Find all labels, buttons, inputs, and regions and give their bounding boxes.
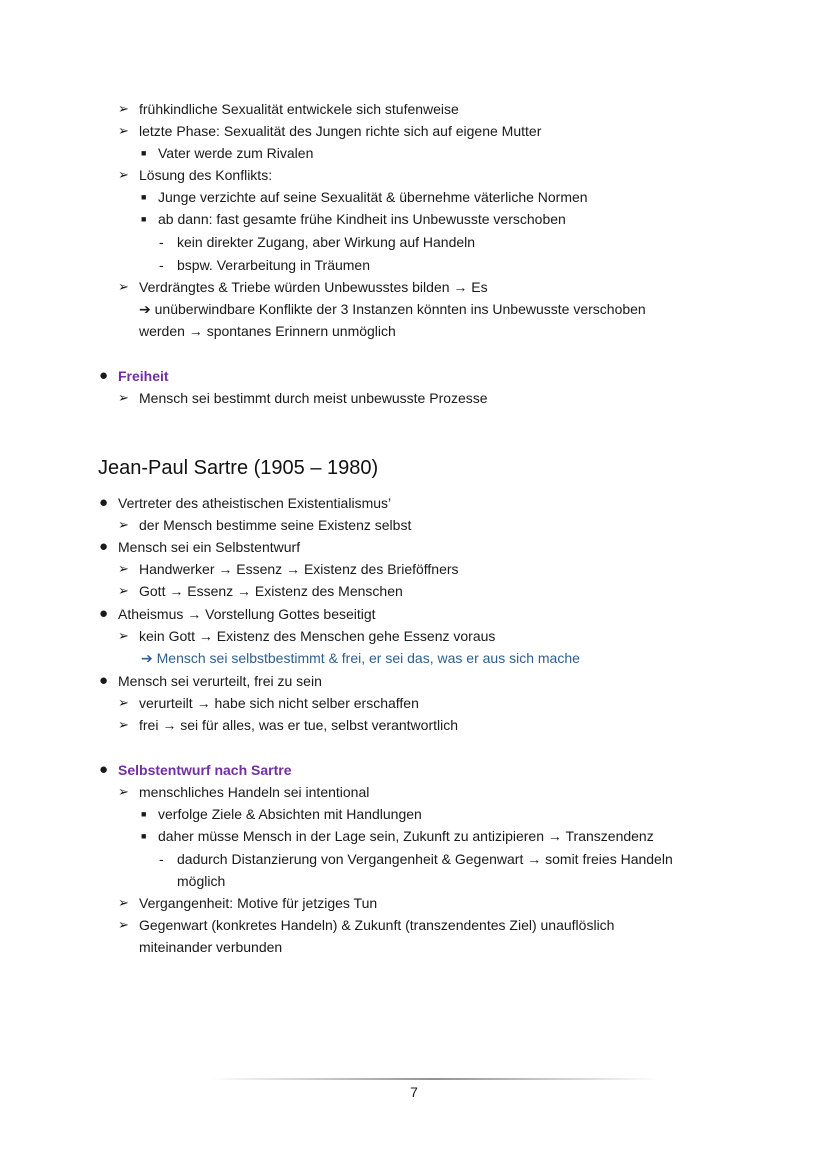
page-number: 7	[410, 1084, 418, 1100]
round-bullet-icon: ●	[99, 761, 109, 778]
arrow-bullet-icon: ➢	[118, 895, 129, 910]
square-bullet-icon: ■	[141, 214, 147, 224]
round-bullet-icon: ●	[99, 672, 109, 689]
round-bullet-icon: ●	[99, 538, 109, 555]
text-line: miteinander verbunden	[139, 939, 283, 955]
arrow-bullet-icon: ➢	[118, 279, 129, 294]
text-line: ➔ unüberwindbare Konflikte der 3 Instanzen könnten ins Unbewusste verschoben	[139, 301, 646, 317]
arrow-bullet-icon: ➢	[118, 561, 129, 576]
round-bullet-icon: ●	[99, 494, 109, 511]
arrow-bullet-icon: ➢	[118, 695, 129, 710]
arrow-bullet-icon: ➢	[118, 123, 129, 138]
round-bullet-icon: ●	[99, 367, 109, 384]
arrow-bullet-icon: ➢	[118, 517, 129, 532]
text-line: Lösung des Konflikts:	[139, 167, 273, 183]
text-line: letzte Phase: Sexualität des Jungen richte sich auf eigene Mutter	[139, 123, 542, 139]
arrow-bullet-icon: ➢	[118, 917, 129, 932]
text-line: Vergangenheit: Motive für jetziges Tun	[139, 895, 378, 911]
text-line: Junge verzichte auf seine Sexualität & übernehme väterliche Normen	[158, 189, 588, 205]
text-line: Vertreter des atheistischen Existentialismus’	[118, 495, 392, 511]
dash-bullet-icon: -	[159, 234, 164, 250]
text-line: Atheismus → Vorstellung Gottes beseitigt	[118, 606, 376, 622]
arrow-bullet-icon: ➢	[118, 583, 129, 598]
round-bullet-icon: ●	[99, 605, 109, 622]
text-line: daher müsse Mensch in der Lage sein, Zukunft zu antizipieren → Transzendenz	[158, 828, 654, 844]
sartre-heading: Jean-Paul Sartre (1905 – 1980)	[98, 457, 379, 479]
arrow-bullet-icon: ➢	[118, 784, 129, 799]
text-line: frei → sei für alles, was er tue, selbst verantwortlich	[139, 717, 459, 733]
dash-bullet-icon: -	[159, 257, 164, 273]
text-line: Verdrängtes & Triebe würden Unbewusstes bilden → Es	[139, 279, 488, 295]
text-line: menschliches Handeln sei intentional	[139, 784, 370, 800]
square-bullet-icon: ■	[141, 192, 147, 202]
text-line: Mensch sei verurteilt, frei zu sein	[118, 673, 322, 689]
text-line: kein direkter Zugang, aber Wirkung auf Handeln	[177, 234, 476, 250]
arrow-bullet-icon: ➢	[118, 717, 129, 732]
text-line: dadurch Distanzierung von Vergangenheit & Gegenwart → somit freies Handeln	[177, 851, 673, 867]
arrow-bullet-icon: ➢	[118, 167, 129, 182]
text-line: kein Gott → Existenz des Menschen gehe Essenz voraus	[139, 628, 496, 644]
text-line: bspw. Verarbeitung in Träumen	[177, 257, 371, 273]
text-line: möglich	[177, 873, 226, 889]
text-line: Mensch sei bestimmt durch meist unbewusste Prozesse	[139, 390, 488, 406]
arrow-bullet-icon: ➢	[118, 390, 129, 405]
footer-divider	[210, 1078, 660, 1080]
text-line: verurteilt → habe sich nicht selber erschaffen	[139, 695, 419, 711]
section-title-freiheit: Freiheit	[118, 368, 169, 384]
text-line: Gott → Essenz → Existenz des Menschen	[139, 583, 403, 599]
text-line: Vater werde zum Rivalen	[158, 145, 314, 161]
arrow-bullet-icon: ➢	[118, 628, 129, 643]
section-title-selbstentwurf: Selbstentwurf nach Sartre	[118, 762, 292, 778]
text-line: frühkindliche Sexualität entwickele sich stufenweise	[139, 101, 459, 117]
square-bullet-icon: ■	[141, 809, 147, 819]
text-line: Handwerker → Essenz → Existenz des Brieföffners	[139, 561, 459, 577]
square-bullet-icon: ■	[141, 831, 147, 841]
text-line: Mensch sei ein Selbstentwurf	[118, 539, 301, 555]
text-line: werden → spontanes Erinnern unmöglich	[139, 323, 396, 339]
arrow-bullet-icon: ➢	[118, 101, 129, 116]
text-line: ab dann: fast gesamte frühe Kindheit ins Unbewusste verschoben	[158, 211, 566, 227]
square-bullet-icon: ■	[141, 148, 147, 158]
text-line: verfolge Ziele & Absichten mit Handlungen	[158, 806, 422, 822]
dash-bullet-icon: -	[159, 851, 164, 867]
text-line: der Mensch bestimme seine Existenz selbst	[139, 517, 412, 533]
conclusion-line: ➔ Mensch sei selbstbestimmt & frei, er sei das, was er aus sich mache	[141, 650, 580, 666]
text-line: Gegenwart (konkretes Handeln) & Zukunft (transzendentes Ziel) unauflöslich	[139, 917, 615, 933]
